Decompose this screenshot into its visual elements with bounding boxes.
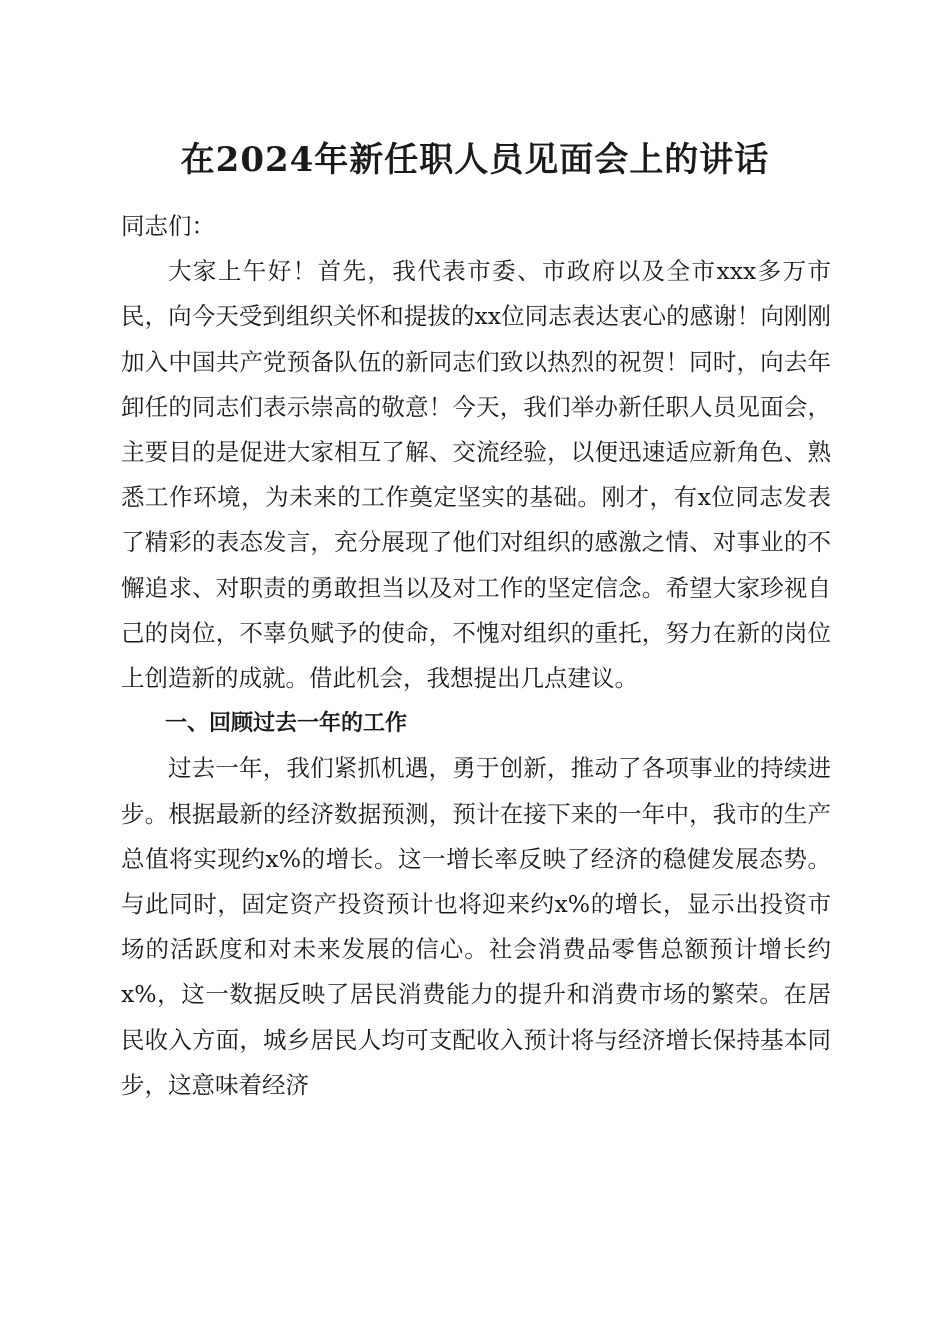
paragraph-review: 过去一年，我们紧抓机遇，勇于创新，推动了各项事业的持续进步。根据最新的经济数据预测，预计在接下来的一年中，我市的生产总值将实现约x%的增长。这一增长率反映了经济的稳健发展态势。与此同时，固定资产投资预计也将迎来约x%的增长，显示出投资市场的活跃度和对未来发展的信心。社会消费品零售总额预计增长约x%，这一数据反映了居民消费能力的提升和消费市场的繁荣。在居民收入方面，城乡居民人均可支配收入预计将与经济增长保持基本同步，这意味着经济: [121, 754, 831, 1099]
document-body: [121, 204, 831, 1108]
document-title: 在2024年新任职人员见面会上的讲话: [180, 140, 770, 180]
salutation: 同志们：: [121, 212, 215, 240]
section-heading-1: 一、回顾过去一年的工作: [165, 711, 408, 737]
paragraph-opening: 大家上午好！首先，我代表市委、市政府以及全市xxx多万市民，向今天受到组织关怀和提拔的xx位同志表达衷心的感谢！向刚刚加入中国共产党预备队伍的新同志们致以热烈的祝贺！同时，向去年卸任的同志们表示崇高的敬意！今天，我们举办新任职人员见面会，主要目的是促进大家相互了解、交流经验，以便迅速适应新角色、熟悉工作环境，为未来的工作奠定坚实的基础。刚才，有x位同志发表了精彩的表态发言，充分展现了他们对组织的感激之情、对事业的不懈追求、对职责的勇敢担当以及对工作的坚定信念。希望大家珍视自己的岗位，不辜负赋予的使命，不愧对组织的重托，努力在新的岗位上创造新的成就。借此机会，我想提出几点建议。: [121, 257, 831, 693]
